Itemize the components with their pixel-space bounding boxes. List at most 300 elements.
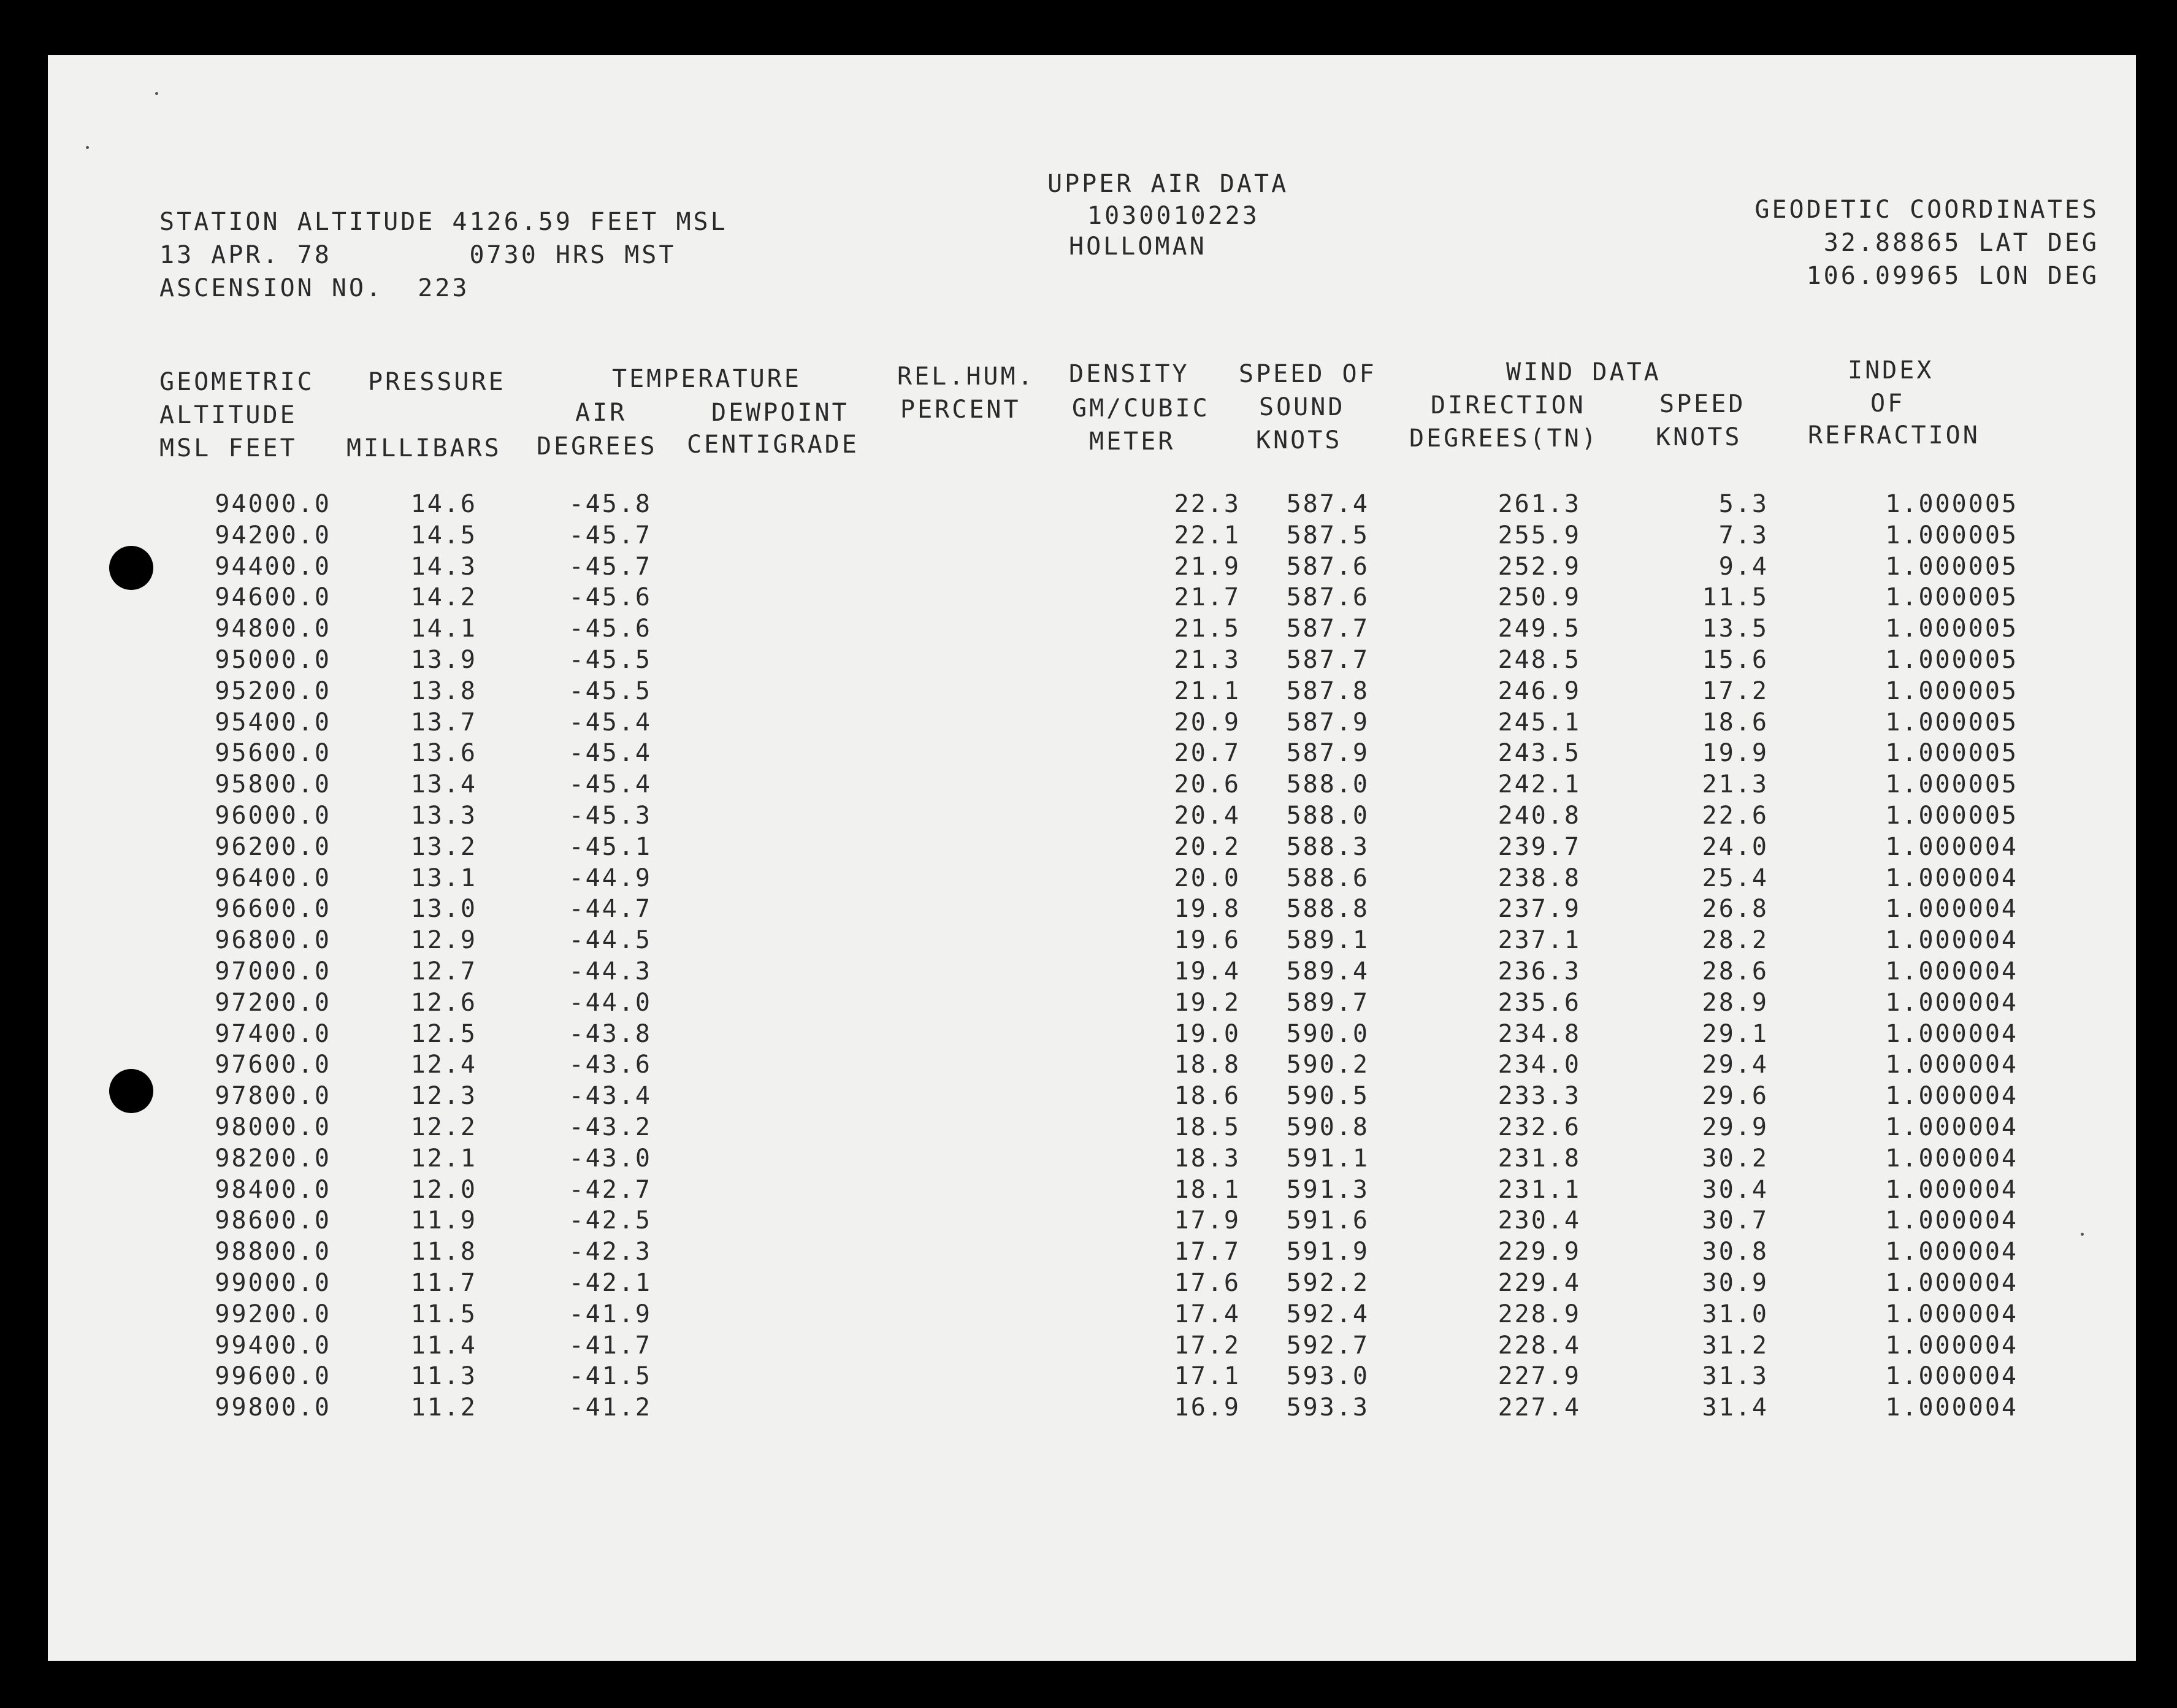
table-row: [48, 928, 2136, 959]
altitude-cell: 97800.0: [215, 1082, 331, 1111]
table-row: [48, 803, 2136, 834]
altitude-cell: 95000.0: [215, 646, 331, 674]
refraction-cell: 1.000004: [1885, 1113, 2018, 1141]
altitude-cell: 94600.0: [215, 583, 331, 612]
geodetic-lon: 106.09965 LON DEG: [1806, 262, 2099, 290]
col-wind: WIND DATA: [1506, 358, 1661, 386]
sound-speed-cell: 593.3: [1286, 1393, 1369, 1422]
col-density-3: METER: [1089, 427, 1176, 456]
refraction-cell: 1.000004: [1885, 1269, 2018, 1297]
table-row: [48, 1302, 2136, 1333]
density-cell: 17.7: [1174, 1238, 1241, 1266]
wind-direction-cell: 233.3: [1498, 1082, 1581, 1111]
pressure-cell: 13.3: [410, 802, 477, 830]
wind-direction-cell: 252.9: [1498, 552, 1581, 581]
sound-speed-cell: 590.5: [1286, 1082, 1369, 1111]
wind-direction-cell: 248.5: [1498, 646, 1581, 674]
table-row: [48, 1271, 2136, 1301]
air-temp-cell: -43.0: [568, 1144, 652, 1173]
altitude-cell: 97600.0: [215, 1051, 331, 1079]
altitude-cell: 94200.0: [215, 521, 331, 550]
col-pressure-1: PRESSURE: [368, 368, 506, 396]
wind-speed-cell: 31.3: [1702, 1362, 1769, 1391]
pressure-cell: 13.1: [410, 864, 477, 892]
wind-speed-cell: 30.7: [1702, 1206, 1769, 1235]
col-direction-1: DIRECTION: [1431, 391, 1586, 419]
altitude-cell: 98000.0: [215, 1113, 331, 1141]
table-row: [48, 648, 2136, 678]
density-cell: 18.6: [1174, 1082, 1241, 1111]
wind-direction-cell: 228.4: [1498, 1331, 1581, 1360]
sound-speed-cell: 589.7: [1286, 988, 1369, 1017]
pressure-cell: 14.3: [410, 552, 477, 581]
air-temp-cell: -45.4: [568, 739, 652, 768]
refraction-cell: 1.000004: [1885, 1175, 2018, 1204]
wind-direction-cell: 250.9: [1498, 583, 1581, 612]
table-row: [48, 1084, 2136, 1114]
air-temp-cell: -43.2: [568, 1113, 652, 1141]
refraction-cell: 1.000004: [1885, 926, 2018, 955]
pressure-cell: 13.4: [410, 770, 477, 799]
refraction-cell: 1.000004: [1885, 1238, 2018, 1266]
density-cell: 19.0: [1174, 1019, 1241, 1048]
pressure-cell: 12.2: [410, 1113, 477, 1141]
col-air-2: DEGREES: [537, 432, 657, 461]
pressure-cell: 11.9: [410, 1206, 477, 1235]
altitude-cell: 96400.0: [215, 864, 331, 892]
air-temp-cell: -45.6: [568, 583, 652, 612]
wind-speed-cell: 7.3: [1718, 521, 1769, 550]
air-temp-cell: -43.4: [568, 1082, 652, 1111]
col-density-1: DENSITY: [1069, 360, 1190, 388]
pressure-cell: 14.2: [410, 583, 477, 612]
density-cell: 20.0: [1174, 864, 1241, 892]
wind-direction-cell: 234.8: [1498, 1019, 1581, 1048]
air-temp-cell: -44.3: [568, 957, 652, 986]
wind-speed-cell: 24.0: [1702, 832, 1769, 861]
sound-speed-cell: 587.9: [1286, 708, 1369, 737]
report-site: HOLLOMAN: [1069, 232, 1207, 261]
air-temp-cell: -45.1: [568, 832, 652, 861]
sound-speed-cell: 588.0: [1286, 802, 1369, 830]
table-row: [48, 1175, 2136, 1208]
pressure-cell: 12.6: [410, 988, 477, 1017]
wind-speed-cell: 25.4: [1702, 864, 1769, 892]
air-temp-cell: -42.1: [568, 1269, 652, 1297]
refraction-cell: 1.000004: [1885, 895, 2018, 924]
data-sheet: [48, 55, 2136, 1661]
air-temp-cell: -44.7: [568, 895, 652, 924]
altitude-cell: 99600.0: [215, 1362, 331, 1391]
refraction-cell: 1.000005: [1885, 490, 2018, 518]
air-temp-cell: -45.5: [568, 676, 652, 705]
sound-speed-cell: 591.1: [1286, 1144, 1369, 1173]
altitude-cell: 96600.0: [215, 895, 331, 924]
air-temp-cell: -42.5: [568, 1206, 652, 1235]
table-row: [48, 1052, 2136, 1083]
altitude-cell: 98400.0: [215, 1175, 331, 1204]
wind-speed-cell: 29.1: [1702, 1019, 1769, 1048]
table-row: [48, 1333, 2136, 1364]
table-row: [48, 676, 2136, 710]
sound-speed-cell: 592.2: [1286, 1269, 1369, 1297]
pressure-cell: 11.7: [410, 1269, 477, 1297]
col-speed-2: KNOTS: [1656, 423, 1742, 451]
sound-speed-cell: 593.0: [1286, 1362, 1369, 1391]
sound-speed-cell: 587.7: [1286, 615, 1369, 643]
col-sound-1: SPEED OF: [1239, 360, 1377, 388]
density-cell: 18.5: [1174, 1113, 1241, 1141]
altitude-cell: 95200.0: [215, 676, 331, 705]
table-row: [48, 959, 2136, 990]
col-pressure-2: MILLIBARS: [346, 434, 502, 462]
density-cell: 20.2: [1174, 832, 1241, 861]
density-cell: 19.8: [1174, 895, 1241, 924]
air-temp-cell: -45.6: [568, 615, 652, 643]
table-row: [48, 832, 2136, 865]
altitude-cell: 96200.0: [215, 832, 331, 861]
pressure-cell: 12.7: [410, 957, 477, 986]
altitude-cell: 99200.0: [215, 1300, 331, 1328]
wind-speed-cell: 9.4: [1718, 552, 1769, 581]
sound-speed-cell: 592.7: [1286, 1331, 1369, 1360]
wind-speed-cell: 28.2: [1702, 926, 1769, 955]
refraction-cell: 1.000005: [1885, 676, 2018, 705]
wind-direction-cell: 234.0: [1498, 1051, 1581, 1079]
sound-speed-cell: 587.8: [1286, 676, 1369, 705]
pressure-cell: 11.5: [410, 1300, 477, 1328]
col-humidity-1: REL.HUM.: [897, 362, 1035, 391]
pressure-cell: 12.4: [410, 1051, 477, 1079]
geodetic-title: GEODETIC COORDINATES: [1754, 196, 2099, 224]
sound-speed-cell: 590.8: [1286, 1113, 1369, 1141]
density-cell: 21.5: [1174, 615, 1241, 643]
table-row: [48, 990, 2136, 1021]
wind-direction-cell: 237.1: [1498, 926, 1581, 955]
altitude-cell: 96000.0: [215, 802, 331, 830]
altitude-cell: 98200.0: [215, 1144, 331, 1173]
wind-direction-cell: 228.9: [1498, 1300, 1581, 1328]
wind-direction-cell: 249.5: [1498, 615, 1581, 643]
col-direction-2: DEGREES(TN): [1409, 424, 1599, 453]
table-row: [48, 772, 2136, 803]
sound-speed-cell: 587.9: [1286, 739, 1369, 768]
refraction-cell: 1.000004: [1885, 864, 2018, 892]
sound-speed-cell: 591.9: [1286, 1238, 1369, 1266]
air-temp-cell: -45.3: [568, 802, 652, 830]
sound-speed-cell: 587.4: [1286, 490, 1369, 518]
col-temperature: TEMPERATURE: [612, 365, 802, 393]
wind-direction-cell: 235.6: [1498, 988, 1581, 1017]
altitude-cell: 99400.0: [215, 1331, 331, 1360]
col-altitude-3: MSL FEET: [159, 434, 297, 462]
refraction-cell: 1.000005: [1885, 583, 2018, 612]
col-altitude-2: ALTITUDE: [159, 401, 297, 429]
sound-speed-cell: 590.2: [1286, 1051, 1369, 1079]
col-altitude-1: GEOMETRIC: [159, 368, 315, 396]
sound-speed-cell: 591.3: [1286, 1175, 1369, 1204]
density-cell: 21.3: [1174, 646, 1241, 674]
density-cell: 22.3: [1174, 490, 1241, 518]
altitude-cell: 99000.0: [215, 1269, 331, 1297]
speck: [86, 146, 89, 149]
pressure-cell: 13.7: [410, 708, 477, 737]
wind-speed-cell: 18.6: [1702, 708, 1769, 737]
altitude-cell: 95600.0: [215, 739, 331, 768]
pressure-cell: 12.0: [410, 1175, 477, 1204]
pressure-cell: 14.1: [410, 615, 477, 643]
pressure-cell: 11.8: [410, 1238, 477, 1266]
pressure-cell: 13.9: [410, 646, 477, 674]
table-row: [48, 1239, 2136, 1270]
pressure-cell: 14.5: [410, 521, 477, 550]
wind-direction-cell: 229.9: [1498, 1238, 1581, 1266]
refraction-cell: 1.000005: [1885, 646, 2018, 674]
refraction-cell: 1.000004: [1885, 988, 2018, 1017]
wind-speed-cell: 30.9: [1702, 1269, 1769, 1297]
wind-direction-cell: 255.9: [1498, 521, 1581, 550]
sound-speed-cell: 587.7: [1286, 646, 1369, 674]
altitude-cell: 96800.0: [215, 926, 331, 955]
refraction-cell: 1.000005: [1885, 552, 2018, 581]
sound-speed-cell: 587.6: [1286, 583, 1369, 612]
air-temp-cell: -44.9: [568, 864, 652, 892]
wind-speed-cell: 30.2: [1702, 1144, 1769, 1173]
wind-speed-cell: 29.4: [1702, 1051, 1769, 1079]
wind-speed-cell: 28.6: [1702, 957, 1769, 986]
wind-speed-cell: 22.6: [1702, 802, 1769, 830]
table-row: [48, 741, 2136, 772]
geodetic-lat: 32.88865 LAT DEG: [1823, 229, 2099, 257]
sound-speed-cell: 591.6: [1286, 1206, 1369, 1235]
wind-direction-cell: 231.1: [1498, 1175, 1581, 1204]
col-humidity-2: PERCENT: [900, 396, 1021, 424]
refraction-cell: 1.000004: [1885, 957, 2018, 986]
sound-speed-cell: 588.6: [1286, 864, 1369, 892]
air-temp-cell: -44.0: [568, 988, 652, 1017]
density-cell: 19.4: [1174, 957, 1241, 986]
air-temp-cell: -45.7: [568, 552, 652, 581]
altitude-cell: 98600.0: [215, 1206, 331, 1235]
sound-speed-cell: 588.0: [1286, 770, 1369, 799]
altitude-cell: 97000.0: [215, 957, 331, 986]
sound-speed-cell: 588.3: [1286, 832, 1369, 861]
air-temp-cell: -43.8: [568, 1019, 652, 1048]
date-time: 13 APR. 78 0730 HRS MST: [159, 241, 676, 269]
col-sound-2: SOUND: [1259, 393, 1345, 421]
refraction-cell: 1.000005: [1885, 770, 2018, 799]
air-temp-cell: -41.2: [568, 1393, 652, 1422]
pressure-cell: 11.3: [410, 1362, 477, 1391]
air-temp-cell: -45.5: [568, 646, 652, 674]
refraction-cell: 1.000005: [1885, 521, 2018, 550]
col-density-2: GM/CUBIC: [1072, 394, 1210, 423]
wind-speed-cell: 21.3: [1702, 770, 1769, 799]
wind-speed-cell: 19.9: [1702, 739, 1769, 768]
ascension-number: ASCENSION NO. 223: [159, 274, 470, 302]
wind-speed-cell: 13.5: [1702, 615, 1769, 643]
pressure-cell: 13.2: [410, 832, 477, 861]
wind-direction-cell: 237.9: [1498, 895, 1581, 924]
table-row: [48, 1364, 2136, 1395]
wind-direction-cell: 246.9: [1498, 676, 1581, 705]
air-temp-cell: -41.9: [568, 1300, 652, 1328]
wind-direction-cell: 231.8: [1498, 1144, 1581, 1173]
wind-direction-cell: 240.8: [1498, 802, 1581, 830]
altitude-cell: 99800.0: [215, 1393, 331, 1422]
refraction-cell: 1.000005: [1885, 802, 2018, 830]
wind-speed-cell: 31.2: [1702, 1331, 1769, 1360]
pressure-cell: 12.5: [410, 1019, 477, 1048]
report-title: UPPER AIR DATA: [1047, 170, 1289, 198]
col-air-1: AIR: [575, 399, 627, 427]
air-temp-cell: -45.4: [568, 770, 652, 799]
density-cell: 21.1: [1174, 676, 1241, 705]
refraction-cell: 1.000004: [1885, 1393, 2018, 1422]
table-row: [48, 866, 2136, 897]
col-dewpoint-2: CENTIGRADE: [687, 431, 859, 459]
table-row: [48, 1208, 2136, 1239]
refraction-cell: 1.000004: [1885, 1331, 2018, 1360]
density-cell: 20.7: [1174, 739, 1241, 768]
table-row: [48, 1395, 2136, 1426]
table-row: [48, 1019, 2136, 1052]
density-cell: 20.4: [1174, 802, 1241, 830]
density-cell: 17.6: [1174, 1269, 1241, 1297]
wind-direction-cell: 261.3: [1498, 490, 1581, 518]
air-temp-cell: -42.3: [568, 1238, 652, 1266]
density-cell: 20.6: [1174, 770, 1241, 799]
refraction-cell: 1.000004: [1885, 832, 2018, 861]
density-cell: 19.2: [1174, 988, 1241, 1017]
density-cell: 18.3: [1174, 1144, 1241, 1173]
wind-speed-cell: 29.6: [1702, 1082, 1769, 1111]
density-cell: 21.9: [1174, 552, 1241, 581]
altitude-cell: 97400.0: [215, 1019, 331, 1048]
pressure-cell: 13.6: [410, 739, 477, 768]
table-row: [48, 523, 2136, 554]
pressure-cell: 14.6: [410, 490, 477, 518]
table-row: [48, 1115, 2136, 1146]
wind-direction-cell: 245.1: [1498, 708, 1581, 737]
altitude-cell: 94800.0: [215, 615, 331, 643]
wind-speed-cell: 11.5: [1702, 583, 1769, 612]
sound-speed-cell: 589.1: [1286, 926, 1369, 955]
air-temp-cell: -41.5: [568, 1362, 652, 1391]
air-temp-cell: -44.5: [568, 926, 652, 955]
wind-speed-cell: 15.6: [1702, 646, 1769, 674]
wind-direction-cell: 236.3: [1498, 957, 1581, 986]
altitude-cell: 97200.0: [215, 988, 331, 1017]
wind-speed-cell: 17.2: [1702, 676, 1769, 705]
col-refraction-2: OF: [1870, 389, 1905, 418]
density-cell: 18.1: [1174, 1175, 1241, 1204]
sound-speed-cell: 592.4: [1286, 1300, 1369, 1328]
air-temp-cell: -43.6: [568, 1051, 652, 1079]
refraction-cell: 1.000004: [1885, 1082, 2018, 1111]
density-cell: 18.8: [1174, 1051, 1241, 1079]
air-temp-cell: -45.8: [568, 490, 652, 518]
wind-speed-cell: 26.8: [1702, 895, 1769, 924]
refraction-cell: 1.000004: [1885, 1051, 2018, 1079]
air-temp-cell: -41.7: [568, 1331, 652, 1360]
pressure-cell: 13.0: [410, 895, 477, 924]
wind-direction-cell: 229.4: [1498, 1269, 1581, 1297]
refraction-cell: 1.000004: [1885, 1362, 2018, 1391]
refraction-cell: 1.000005: [1885, 739, 2018, 768]
density-cell: 17.1: [1174, 1362, 1241, 1391]
col-speed-1: SPEED: [1659, 390, 1746, 418]
density-cell: 17.9: [1174, 1206, 1241, 1235]
air-temp-cell: -45.7: [568, 521, 652, 550]
altitude-cell: 95400.0: [215, 708, 331, 737]
wind-speed-cell: 31.4: [1702, 1393, 1769, 1422]
density-cell: 19.6: [1174, 926, 1241, 955]
pressure-cell: 12.1: [410, 1144, 477, 1173]
altitude-cell: 94400.0: [215, 552, 331, 581]
wind-direction-cell: 238.8: [1498, 864, 1581, 892]
col-refraction-1: INDEX: [1848, 356, 1934, 385]
station-altitude: STATION ALTITUDE 4126.59 FEET MSL: [159, 208, 728, 236]
altitude-cell: 94000.0: [215, 490, 331, 518]
refraction-cell: 1.000005: [1885, 615, 2018, 643]
pressure-cell: 12.3: [410, 1082, 477, 1111]
table-row: [48, 554, 2136, 585]
sound-speed-cell: 590.0: [1286, 1019, 1369, 1048]
refraction-cell: 1.000004: [1885, 1206, 2018, 1235]
sound-speed-cell: 588.8: [1286, 895, 1369, 924]
pressure-cell: 11.2: [410, 1393, 477, 1422]
altitude-cell: 98800.0: [215, 1238, 331, 1266]
density-cell: 22.1: [1174, 521, 1241, 550]
sound-speed-cell: 587.6: [1286, 552, 1369, 581]
altitude-cell: 95800.0: [215, 770, 331, 799]
density-cell: 21.7: [1174, 583, 1241, 612]
pressure-cell: 11.4: [410, 1331, 477, 1360]
density-cell: 16.9: [1174, 1393, 1241, 1422]
speck: [155, 92, 158, 95]
wind-direction-cell: 227.4: [1498, 1393, 1581, 1422]
col-dewpoint-1: DEWPOINT: [711, 399, 849, 427]
refraction-cell: 1.000004: [1885, 1300, 2018, 1328]
refraction-cell: 1.000004: [1885, 1144, 2018, 1173]
col-sound-3: KNOTS: [1256, 426, 1342, 454]
wind-direction-cell: 242.1: [1498, 770, 1581, 799]
wind-direction-cell: 230.4: [1498, 1206, 1581, 1235]
pressure-cell: 12.9: [410, 926, 477, 955]
wind-speed-cell: 30.8: [1702, 1238, 1769, 1266]
wind-direction-cell: 239.7: [1498, 832, 1581, 861]
table-row: [48, 492, 2136, 523]
refraction-cell: 1.000004: [1885, 1019, 2018, 1048]
wind-speed-cell: 29.9: [1702, 1113, 1769, 1141]
wind-direction-cell: 227.9: [1498, 1362, 1581, 1391]
wind-speed-cell: 28.9: [1702, 988, 1769, 1017]
report-code: 1030010223: [1087, 202, 1260, 230]
refraction-cell: 1.000005: [1885, 708, 2018, 737]
pressure-cell: 13.8: [410, 676, 477, 705]
wind-speed-cell: 31.0: [1702, 1300, 1769, 1328]
wind-speed-cell: 30.4: [1702, 1175, 1769, 1204]
table-row: [48, 710, 2136, 741]
sound-speed-cell: 587.5: [1286, 521, 1369, 550]
wind-direction-cell: 243.5: [1498, 739, 1581, 768]
wind-speed-cell: 5.3: [1718, 490, 1769, 518]
wind-direction-cell: 232.6: [1498, 1113, 1581, 1141]
density-cell: 20.9: [1174, 708, 1241, 737]
table-row: [48, 585, 2136, 616]
table-row: [48, 1146, 2136, 1177]
